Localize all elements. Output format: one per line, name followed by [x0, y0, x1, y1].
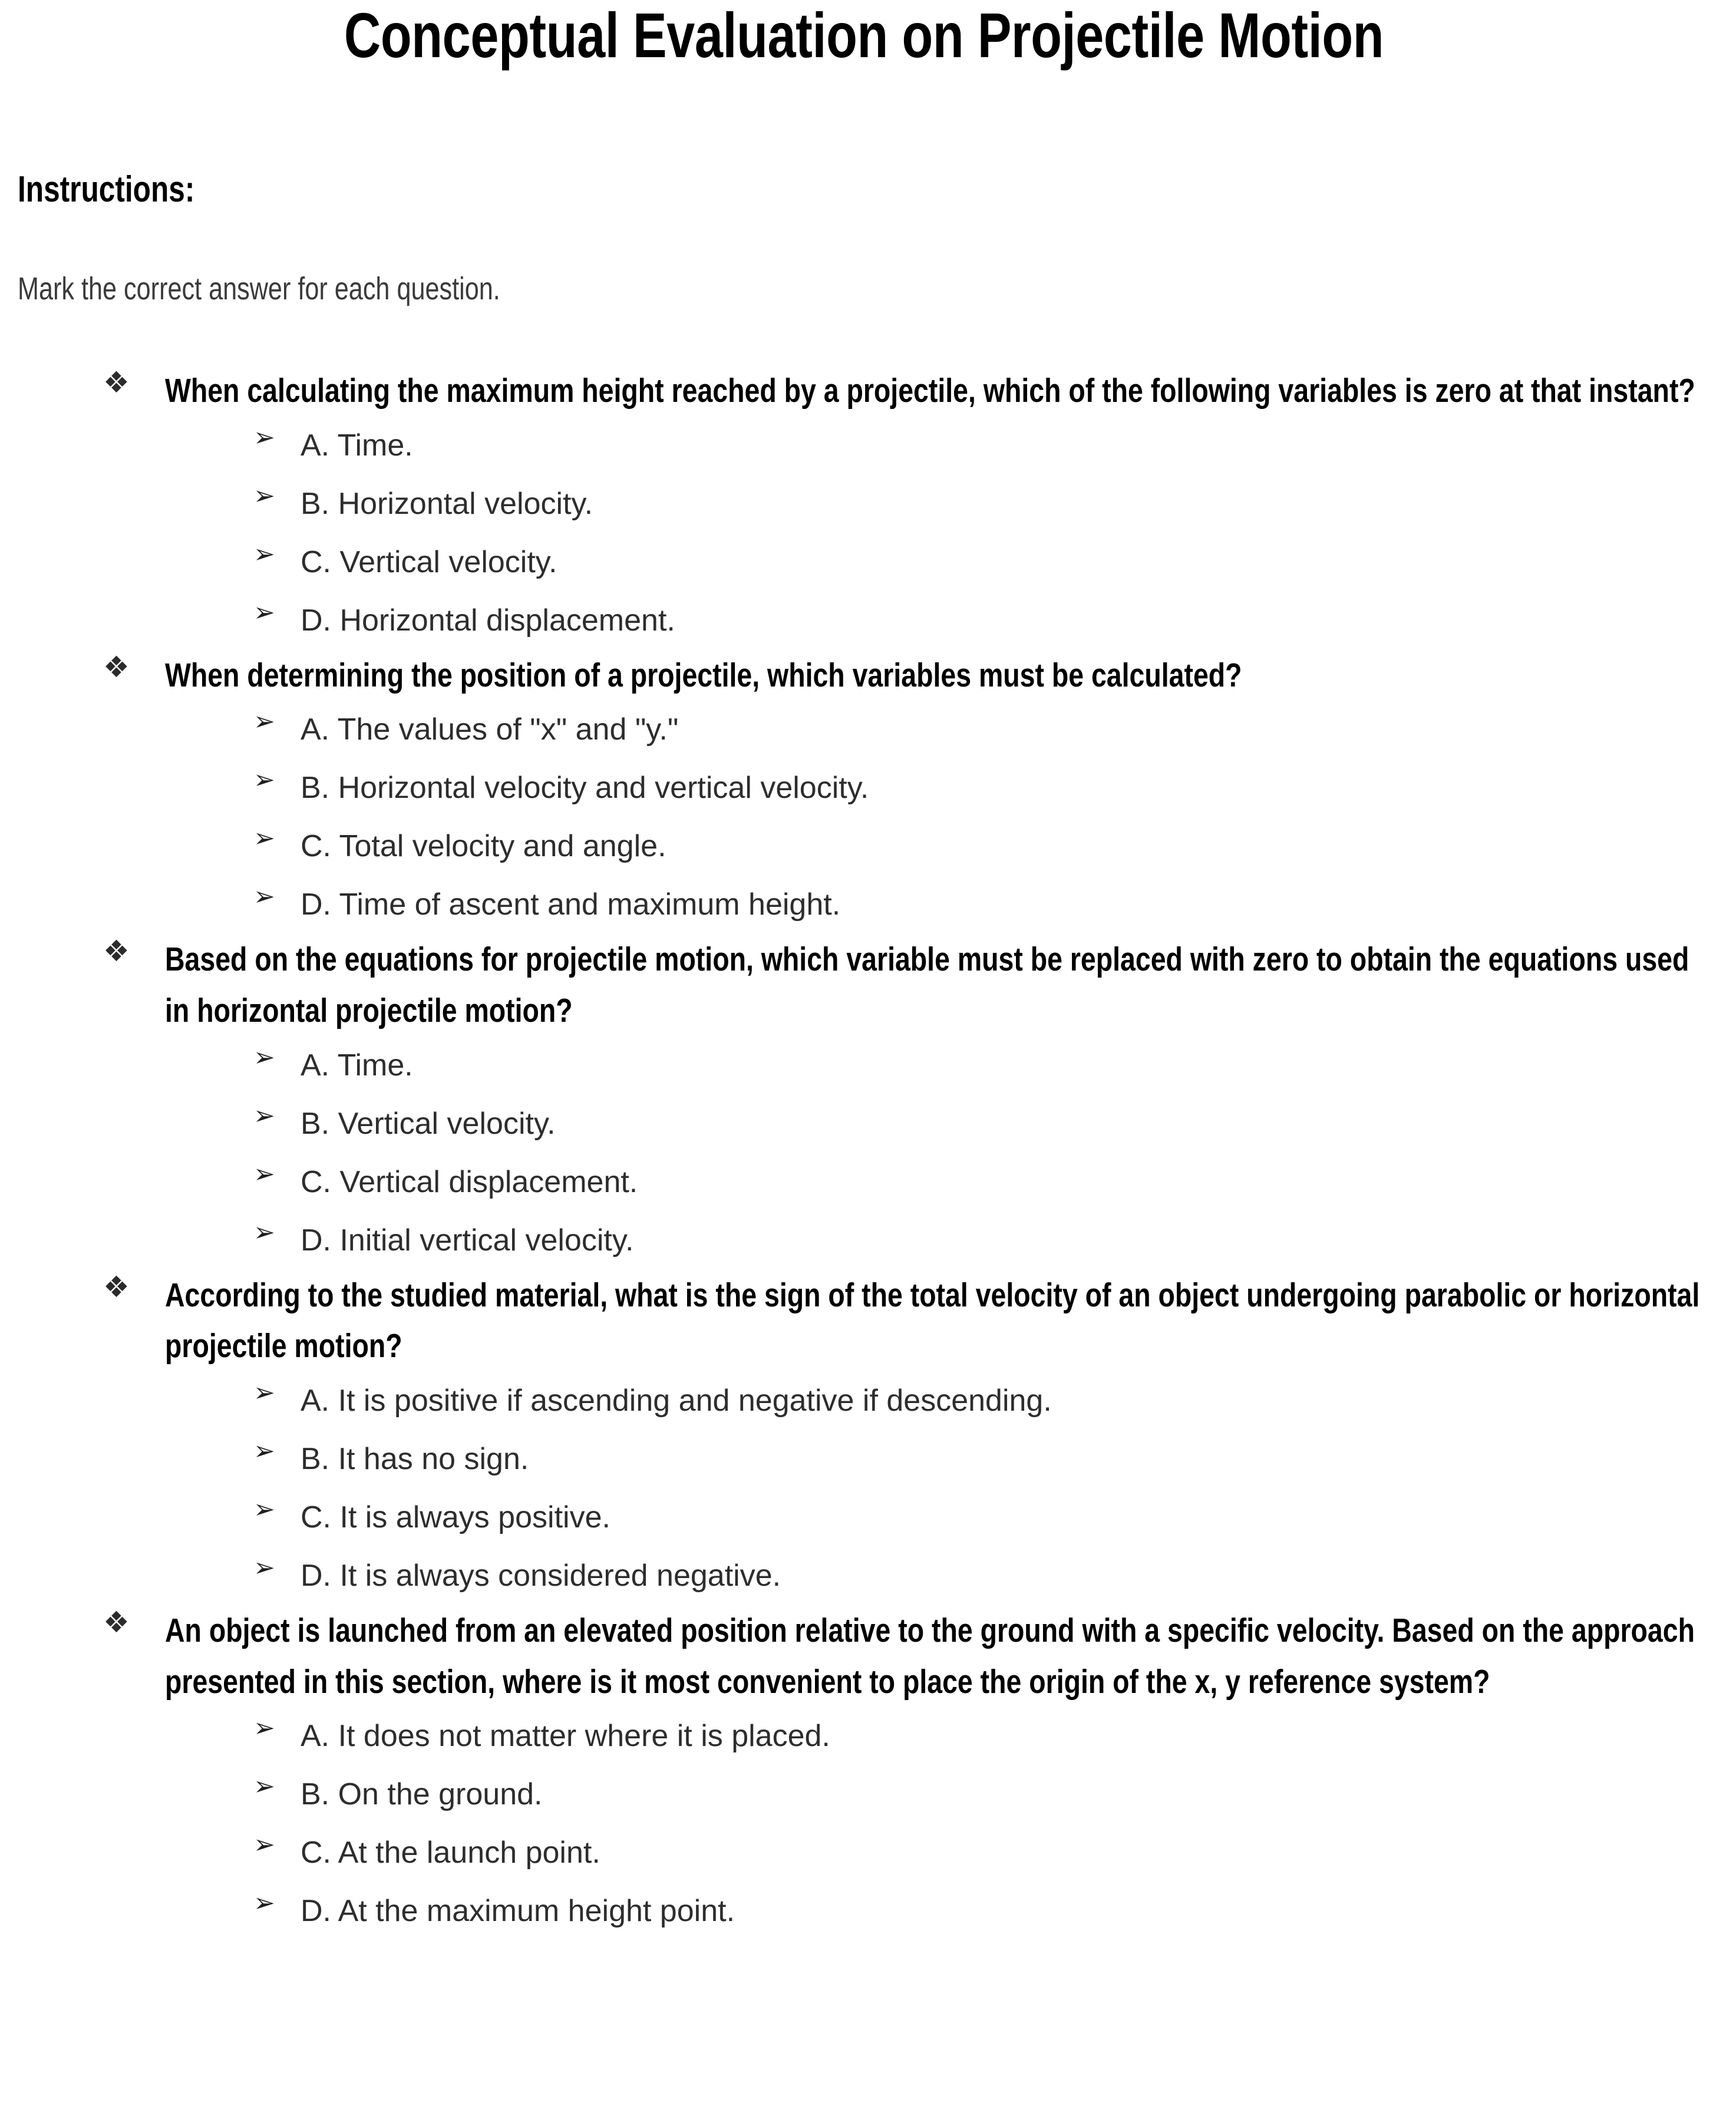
option-text: B. Vertical velocity. — [301, 1106, 556, 1141]
option-bullet-icon: ➢ — [253, 1435, 275, 1466]
option-item[interactable] — [242, 876, 1710, 934]
option-text: C. At the launch point. — [301, 1836, 600, 1870]
option-item[interactable] — [242, 1372, 1710, 1430]
question-bullet-icon: ❖ — [103, 935, 130, 968]
option-item[interactable] — [242, 1547, 1710, 1605]
question-item — [18, 1270, 1710, 1605]
question-item — [18, 365, 1710, 650]
option-bullet-icon: ➢ — [253, 1830, 275, 1860]
option-item[interactable] — [242, 759, 1710, 817]
option-text: A. It does not matter where it is placed. — [301, 1719, 830, 1754]
option-bullet-icon: ➢ — [253, 707, 275, 737]
question-item — [18, 650, 1710, 935]
option-bullet-icon: ➢ — [253, 422, 275, 453]
question-item — [18, 1605, 1710, 1940]
question-item — [18, 934, 1710, 1269]
option-text: C. Vertical displacement. — [301, 1164, 638, 1199]
option-text: D. It is always considered negative. — [301, 1558, 781, 1593]
instructions-heading: Instructions: — [18, 169, 195, 210]
option-list — [165, 1707, 1710, 1940]
option-bullet-icon: ➢ — [253, 539, 275, 569]
option-bullet-icon: ➢ — [253, 1217, 275, 1247]
option-list — [165, 1372, 1710, 1605]
question-text: Based on the equations for projectile motion, which variable must be replaced with zero to obtain the equations used in horizontal projectile motion? — [165, 940, 1689, 1030]
option-bullet-icon: ➢ — [253, 1494, 275, 1524]
option-item[interactable] — [242, 701, 1710, 759]
option-item[interactable] — [242, 1882, 1710, 1940]
option-item[interactable] — [242, 1488, 1710, 1547]
option-text: C. Total velocity and angle. — [301, 829, 666, 864]
question-text: When calculating the maximum height reached by a projectile, which of the following variables is zero at that instant? — [165, 372, 1695, 410]
option-item[interactable] — [242, 1765, 1710, 1824]
option-bullet-icon: ➢ — [253, 765, 275, 796]
instructions-text: Mark the correct answer for each question. — [18, 271, 500, 307]
option-text: D. Initial vertical velocity. — [301, 1223, 634, 1258]
option-list — [165, 1037, 1710, 1270]
option-text: A. Time. — [301, 428, 413, 463]
option-text: B. On the ground. — [301, 1777, 543, 1812]
option-item[interactable] — [242, 475, 1710, 533]
option-item[interactable] — [242, 817, 1710, 876]
question-text: When determining the position of a projectile, which variables must be calculated? — [165, 656, 1242, 694]
option-bullet-icon: ➢ — [253, 1771, 275, 1802]
option-bullet-icon: ➢ — [253, 1552, 275, 1583]
option-bullet-icon: ➢ — [253, 1100, 275, 1131]
option-text: C. It is always positive. — [301, 1500, 610, 1534]
option-item[interactable] — [242, 533, 1710, 592]
option-bullet-icon: ➢ — [253, 1888, 275, 1919]
option-item[interactable] — [242, 1212, 1710, 1270]
option-item[interactable] — [242, 1430, 1710, 1488]
option-list — [165, 417, 1710, 650]
question-bullet-icon: ❖ — [103, 650, 130, 684]
option-item[interactable] — [242, 1824, 1710, 1882]
option-text: D. At the maximum height point. — [301, 1894, 735, 1929]
question-bullet-icon: ❖ — [103, 1605, 130, 1639]
option-item[interactable] — [242, 1095, 1710, 1153]
option-bullet-icon: ➢ — [253, 882, 275, 912]
question-text: According to the studied material, what is the sign of the total velocity of an object undergoing parabolic or horizontal projectile motion? — [165, 1276, 1700, 1365]
page-title: Conceptual Evaluation on Projectile Motion — [344, 0, 1384, 71]
option-text: B. It has no sign. — [301, 1441, 529, 1476]
question-list — [18, 365, 1710, 1940]
option-text: D. Time of ascent and maximum height. — [301, 887, 841, 922]
question-text: An object is launched from an elevated position relative to the ground with a specific velocity. Based on the approach presented in this section, where is it most convenient to place the origin of the x, y reference system? — [165, 1611, 1695, 1701]
option-text: C. Vertical velocity. — [301, 544, 557, 579]
option-text: D. Horizontal displacement. — [301, 603, 675, 638]
option-text: A. Time. — [301, 1048, 413, 1082]
option-bullet-icon: ➢ — [253, 823, 275, 854]
option-list — [165, 701, 1710, 934]
option-item[interactable] — [242, 592, 1710, 650]
option-text: A. It is positive if ascending and negative if descending. — [301, 1383, 1052, 1418]
option-text: B. Horizontal velocity. — [301, 486, 593, 521]
question-bullet-icon: ❖ — [103, 366, 130, 400]
option-bullet-icon: ➢ — [253, 1377, 275, 1408]
option-item[interactable] — [242, 417, 1710, 475]
option-text: A. The values of "x" and "y." — [301, 712, 679, 747]
option-item[interactable] — [242, 1037, 1710, 1095]
option-text: B. Horizontal velocity and vertical velocity. — [301, 771, 869, 806]
option-bullet-icon: ➢ — [253, 597, 275, 628]
option-item[interactable] — [242, 1153, 1710, 1212]
option-bullet-icon: ➢ — [253, 1713, 275, 1744]
option-bullet-icon: ➢ — [253, 1042, 275, 1072]
option-item[interactable] — [242, 1707, 1710, 1765]
option-bullet-icon: ➢ — [253, 1159, 275, 1189]
option-bullet-icon: ➢ — [253, 480, 275, 511]
question-bullet-icon: ❖ — [103, 1270, 130, 1303]
